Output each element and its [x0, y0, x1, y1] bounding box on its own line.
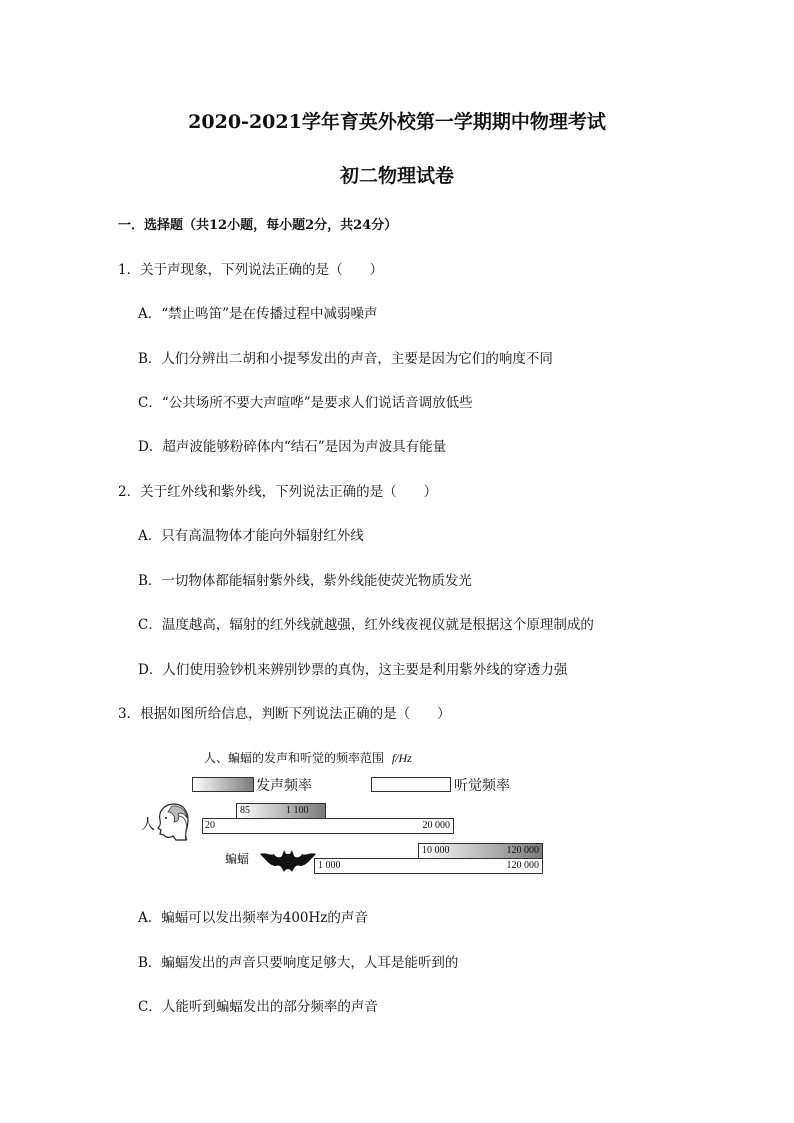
question-1-stem: 1．关于声现象，下列说法正确的是（ ）: [118, 262, 384, 278]
human-emit-bar: [236, 803, 326, 819]
bat-emit-bar: [418, 843, 543, 859]
figure-caption-text: 人、蝙蝠的发声和听觉的频率范围: [204, 751, 385, 765]
bat-label: 蝙蝠: [225, 852, 250, 866]
question-3-stem: 3．根据如图所给信息，判断下列说法正确的是（ ）: [118, 706, 451, 722]
question-1-option-c: C．“公共场所不要大声喧哗”是要求人们说话音调放低些: [138, 395, 473, 411]
exam-title: 2020-2021学年育英外校第一学期期中物理考试: [188, 111, 606, 133]
human-emit-max: 1 100: [286, 805, 309, 816]
question-2-stem: 2．关于红外线和紫外线，下列说法正确的是（ ）: [118, 484, 438, 500]
figure-caption-unit: f/Hz: [391, 751, 412, 765]
human-emit-min: 85: [240, 805, 250, 816]
human-hear-max: 20 000: [422, 820, 450, 831]
question-3-option-b: B．蝙蝠发出的声音只要响度足够大，人耳是能听到的: [138, 955, 459, 971]
figure-caption: [204, 749, 412, 766]
bat-hear-max: 120 000: [506, 860, 539, 871]
question-2-option-a: A．只有高温物体才能向外辐射红外线: [138, 528, 364, 544]
legend-emit-swatch: [192, 777, 254, 792]
bat-icon: [260, 844, 316, 874]
question-3-option-c: C．人能听到蝙蝠发出的部分频率的声音: [138, 999, 378, 1015]
bat-hear-min: 1 000: [318, 860, 341, 871]
human-head-icon: [152, 800, 194, 842]
legend-hear-label: 听觉频率: [454, 778, 510, 794]
bat-emit-min: 10 000: [422, 845, 450, 856]
question-2-option-d: D．人们使用验钞机来辨别钞票的真伪，这主要是利用紫外线的穿透力强: [138, 662, 568, 678]
exam-subtitle: 初二物理试卷: [339, 165, 454, 187]
bat-hear-bar: [314, 858, 543, 874]
bat-emit-max: 120 000: [506, 845, 539, 856]
question-2-option-c: C．温度越高，辐射的红外线就越强，红外线夜视仪就是根据这个原理制成的: [138, 617, 594, 633]
question-1-option-d: D．超声波能够粉碎体内“结石”是因为声波具有能量: [138, 439, 447, 455]
section-heading: 一．选择题（共12小题，每小题2分，共24分）: [118, 218, 398, 233]
question-3-option-a: A．蝙蝠可以发出频率为400Hz的声音: [138, 910, 368, 926]
frequency-range-figure: [140, 740, 560, 880]
human-label: 人: [141, 817, 155, 833]
human-hear-min: 20: [205, 820, 215, 831]
legend-emit-label: 发声频率: [256, 778, 312, 794]
question-1-option-a: A．“禁止鸣笛”是在传播过程中减弱噪声: [138, 306, 378, 322]
human-hear-bar: [202, 818, 454, 834]
legend-hear-swatch: [371, 777, 451, 792]
question-1-option-b: B．人们分辨出二胡和小提琴发出的声音，主要是因为它们的响度不同: [138, 351, 553, 367]
question-2-option-b: B．一切物体都能辐射紫外线，紫外线能使荧光物质发光: [138, 573, 472, 589]
